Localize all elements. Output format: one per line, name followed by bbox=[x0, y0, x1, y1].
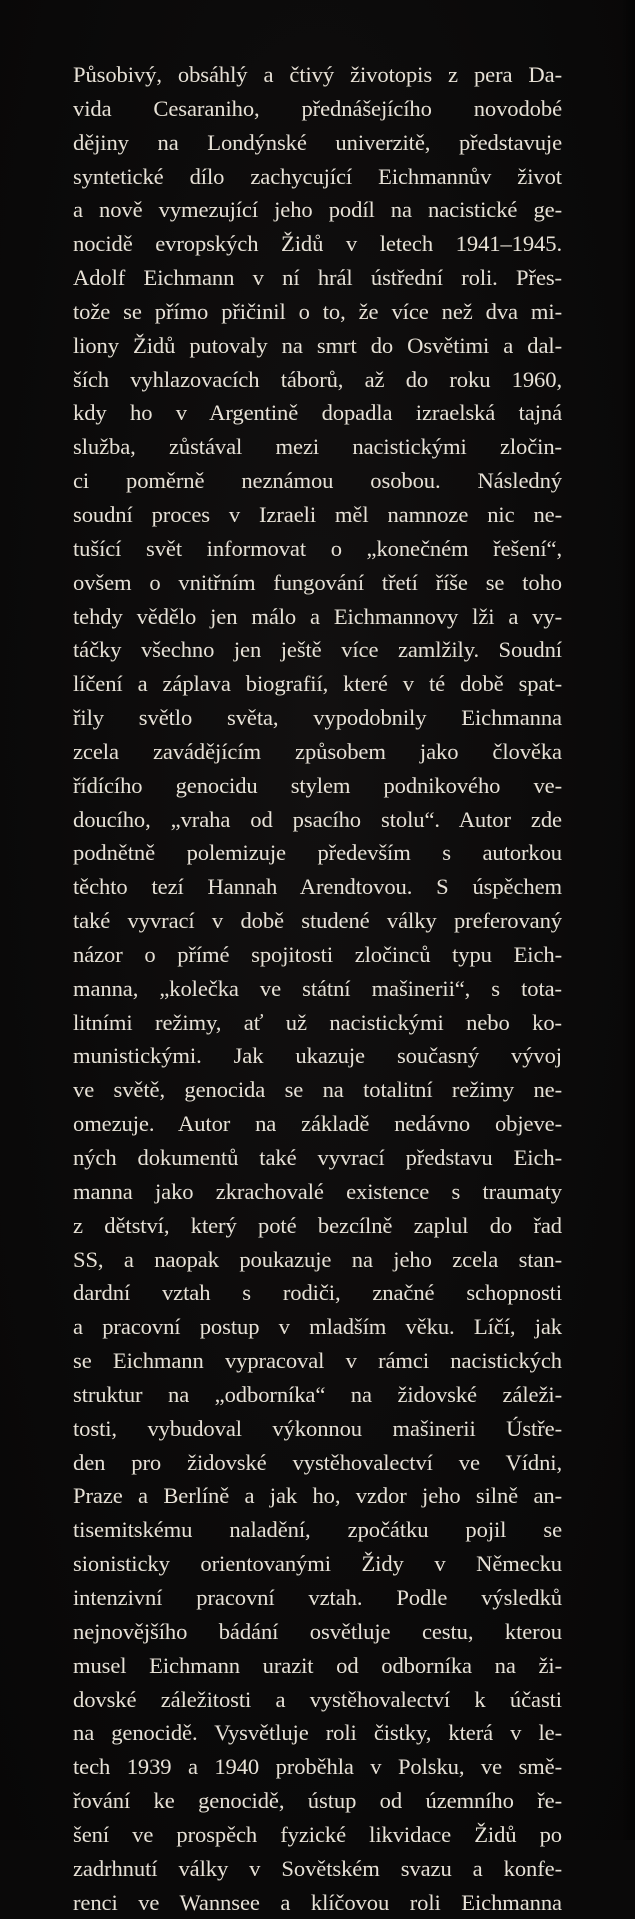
blurb-line: řily světlo světa, vypodobnily Eichmanna bbox=[73, 705, 562, 731]
blurb-line: intenzivní pracovní vztah. Podle výsledků bbox=[73, 1584, 562, 1610]
blurb-line: doucího, „vraha od psacího stolu“. Autor zde bbox=[73, 806, 562, 832]
blurb-line: ných dokumentů také vyvrací představu Eich- bbox=[73, 1145, 562, 1170]
blurb-line: na genocidě. Vysvětluje roli čistky, která v le- bbox=[73, 1720, 562, 1746]
blurb-line: ovšem o vnitřním fungování třetí říše se toho bbox=[73, 569, 562, 595]
blurb-line: podnětně polemizuje především s autorkou bbox=[73, 840, 562, 866]
blurb-line: musel Eichmann urazit od odborníka na ži- bbox=[73, 1652, 562, 1678]
blurb-line: struktur na „odborníka“ na židovské záleži- bbox=[73, 1381, 562, 1407]
blurb-line: soudní proces v Izraeli měl namnoze nic ne- bbox=[73, 501, 562, 527]
blurb-line: těchto tezí Hannah Arendtovou. S úspěchem bbox=[73, 874, 562, 900]
blurb-line: vida Cesaraniho, přednášejícího novodobé bbox=[73, 95, 562, 121]
blurb-line: SS, a naopak poukazuje na jeho zcela stan- bbox=[73, 1246, 562, 1272]
blurb-line: manna jako zkrachovalé existence s traumaty bbox=[73, 1178, 562, 1204]
blurb-line: Praze a Berlíně a jak ho, vzdor jeho silně an- bbox=[73, 1483, 562, 1509]
blurb-line: tušící svět informovat o „konečném řešení“, bbox=[73, 535, 562, 561]
blurb-line: služba, zůstával mezi nacistickými zločin- bbox=[73, 434, 562, 460]
blurb-line: kdy ho v Argentině dopadla izraelská tajná bbox=[73, 400, 562, 426]
blurb-line: ších vyhlazovacích táborů, až do roku 1960, bbox=[73, 366, 562, 392]
blurb-line: liony Židů putovaly na smrt do Osvětimi a dal- bbox=[73, 332, 562, 358]
blurb-line: manna, „kolečka ve státní mašinerii“, s tota- bbox=[73, 975, 562, 1001]
blurb-line: zadrhnutí války v Sovětském svazu a konfe- bbox=[73, 1855, 562, 1881]
blurb-line: ci poměrně neznámou osobou. Následný bbox=[73, 468, 562, 494]
blurb-line: řídícího genocidu stylem podnikového ve- bbox=[73, 772, 562, 798]
blurb-line: řování ke genocidě, ústup od územního ře- bbox=[73, 1788, 562, 1814]
blurb-text bbox=[73, 58, 562, 1919]
blurb-line: dovské záležitosti a vystěhovalectví k účasti bbox=[73, 1686, 562, 1712]
blurb-line: syntetické dílo zachycující Eichmannův život bbox=[73, 163, 562, 189]
blurb-line: nocidě evropských Židů v letech 1941–1945. bbox=[73, 231, 562, 257]
blurb-line: nejnovějšího bádání osvětluje cestu, kterou bbox=[73, 1618, 562, 1644]
blurb-line: ve světě, genocida se na totalitní režimy ne- bbox=[73, 1077, 562, 1103]
blurb-line: táčky všechno jen ještě více zamlžily. Soudní bbox=[73, 637, 562, 663]
blurb-line: dardní vztah s rodiči, značné schopnosti bbox=[73, 1280, 562, 1306]
blurb-line: den pro židovské vystěhovalectví ve Vídni, bbox=[73, 1449, 562, 1475]
blurb-line: tisemitskému naladění, zpočátku pojil se bbox=[73, 1517, 562, 1543]
blurb-line: a nově vymezující jeho podíl na nacistické ge- bbox=[73, 197, 562, 223]
page-edge-shadow bbox=[621, 0, 635, 1840]
blurb-line: sionisticky orientovanými Židy v Německu bbox=[73, 1551, 562, 1577]
blurb-line: Adolf Eichmann v ní hrál ústřední roli. Přes- bbox=[73, 265, 562, 291]
blurb-line: munistickými. Jak ukazuje současný vývoj bbox=[73, 1043, 562, 1069]
blurb-line: tehdy vědělo jen málo a Eichmannovy lži a vy- bbox=[73, 603, 562, 629]
blurb-line: líčení a záplava biografií, které v té době spat- bbox=[73, 671, 562, 697]
blurb-line: litními režimy, ať už nacistickými nebo ko- bbox=[73, 1009, 562, 1035]
blurb-line: názor o přímé spojitosti zločinců typu Eich- bbox=[73, 941, 562, 967]
blurb-line: dějiny na Londýnské univerzitě, představuje bbox=[73, 129, 562, 155]
blurb-line: se Eichmann vypracoval v rámci nacistických bbox=[73, 1348, 562, 1374]
blurb-line: renci ve Wannsee a klíčovou roli Eichmanna bbox=[73, 1889, 562, 1915]
blurb-line: tože se přímo přičinil o to, že více než dva mi- bbox=[73, 298, 562, 324]
blurb-line: tech 1939 a 1940 proběhla v Polsku, ve smě- bbox=[73, 1754, 562, 1780]
blurb-line: a pracovní postup v mladším věku. Líčí, jak bbox=[73, 1314, 562, 1340]
blurb-line: z dětství, který poté bezcílně zaplul do řad bbox=[73, 1212, 562, 1238]
blurb-line: omezuje. Autor na základě nedávno objeve- bbox=[73, 1111, 562, 1137]
blurb-line: Působivý, obsáhlý a čtivý životopis z pera Da- bbox=[73, 62, 562, 87]
blurb-line: tosti, vybudoval výkonnou mašinerii Ústře- bbox=[73, 1415, 562, 1441]
blurb-line: šení ve prospěch fyzické likvidace Židů po bbox=[73, 1821, 562, 1847]
blurb-line: také vyvrací v době studené války preferovaný bbox=[73, 908, 562, 934]
blurb-line: zcela zavádějícím způsobem jako člověka bbox=[73, 738, 562, 764]
